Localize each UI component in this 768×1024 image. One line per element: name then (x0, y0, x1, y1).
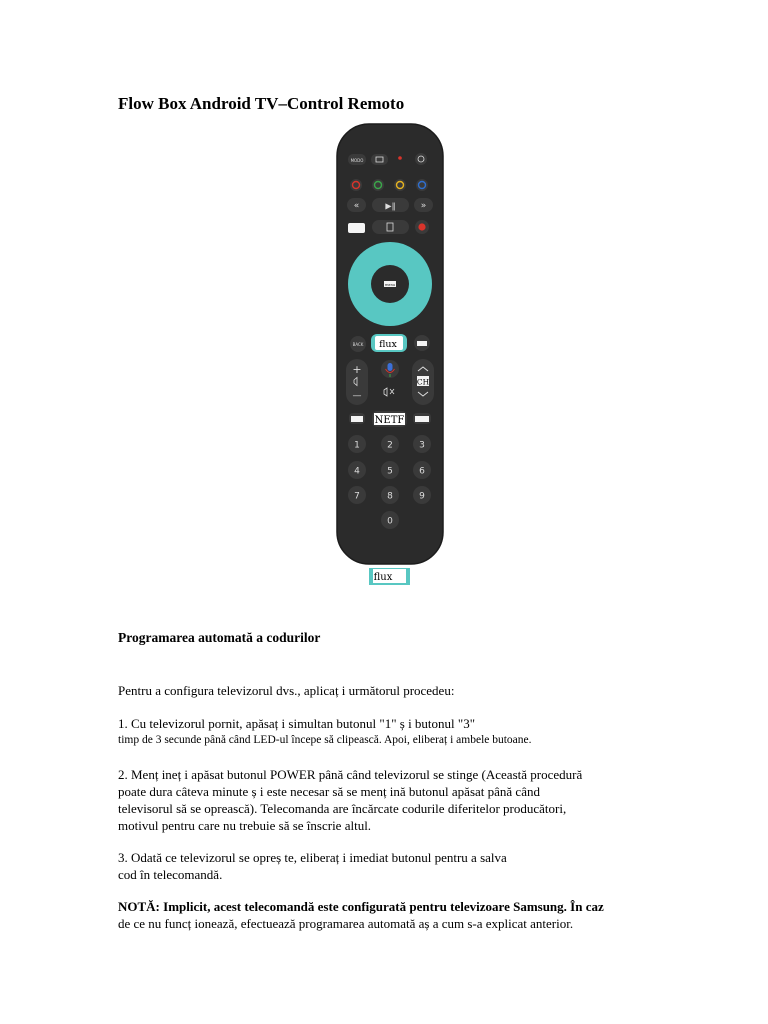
step-2-line-2: poate dura câteva minute ș i este necesar să se menț ină butonul apăsat până când (118, 784, 540, 799)
digit-5-label: 5 (387, 466, 393, 477)
digit-1-label: 1 (354, 440, 360, 451)
digit-0-label: 0 (387, 516, 393, 527)
note-line-1: NOTĂ: Implicit, acest telecomandă este configurată pentru televizoare Samsung. În caz (118, 899, 604, 914)
menu-icon (417, 341, 427, 346)
channel-label: CH (416, 377, 430, 387)
note-line-2: de ce nu funcț ionează, efectuează programarea automată aș a cum s-a explicat anterior. (118, 916, 574, 931)
flux-tag-label: flux (373, 572, 393, 583)
remote-control-image (330, 122, 450, 592)
volume-down-label: — (352, 391, 362, 401)
white-key (348, 223, 365, 233)
play-pause-icon: ▶‖ (385, 201, 396, 211)
step-2-line-4: motivul pentru care nu trebuie să se înscrie altul. (118, 818, 372, 833)
step-3-paragraph (118, 849, 507, 883)
section-heading: Programarea automată a codurilor (118, 630, 321, 645)
step-1-paragraph (118, 715, 532, 749)
document-title: Flow Box Android TV–Control Remoto (118, 94, 405, 113)
intro-paragraph (118, 682, 454, 699)
note-paragraph (118, 898, 604, 932)
step-2-paragraph (118, 766, 582, 834)
digit-4-label: 4 (354, 466, 360, 477)
step-2-line-3: televisorul să se oprească). Telecomanda are încărcate codurile diferitelor producători, (118, 801, 567, 816)
digit-2-label: 2 (387, 440, 393, 451)
step-3-line-1: 3. Odată ce televizorul se opreș te, eliberaț i imediat butonul pentru a salva (118, 850, 507, 865)
digit-7-label: 7 (354, 491, 360, 502)
ok-label: menu (385, 283, 395, 287)
fast-forward-icon: » (420, 201, 427, 211)
stop-button (372, 220, 409, 234)
digit-6-label: 6 (419, 466, 425, 477)
microphone-icon (388, 363, 393, 371)
power-icon (398, 156, 402, 160)
step-1-line-1: 1. Cu televizorul pornit, apăsaț i simultan butonul "1" ș i butonul "3" (118, 716, 476, 731)
step-3-line-2: cod în telecomandă. (118, 867, 223, 882)
input-button (371, 154, 388, 165)
intro-text: Pentru a configura televizorul dvs., aplicaț i următorul procedeu: (118, 683, 455, 698)
rewind-icon: « (353, 201, 360, 211)
back-label: BACK (352, 342, 364, 347)
digit-9-label: 9 (419, 491, 425, 502)
settings-button (415, 153, 427, 165)
step-1-line-2: timp de 3 secunde până când LED-ul începe să clipească. Apoi, eliberaț i ambele butoane. (118, 734, 532, 746)
volume-up-label: + (352, 363, 362, 376)
netflix-label: NETF (374, 415, 405, 426)
flux-label: flux (379, 339, 397, 350)
digit-3-label: 3 (419, 440, 425, 451)
step-2-line-1: 2. Menț ineț i apăsat butonul POWER până când televizorul se stinge (Această procedură (118, 767, 583, 782)
record-icon (418, 223, 425, 230)
modo-label: MODO (350, 158, 364, 163)
digit-8-label: 8 (387, 491, 393, 502)
